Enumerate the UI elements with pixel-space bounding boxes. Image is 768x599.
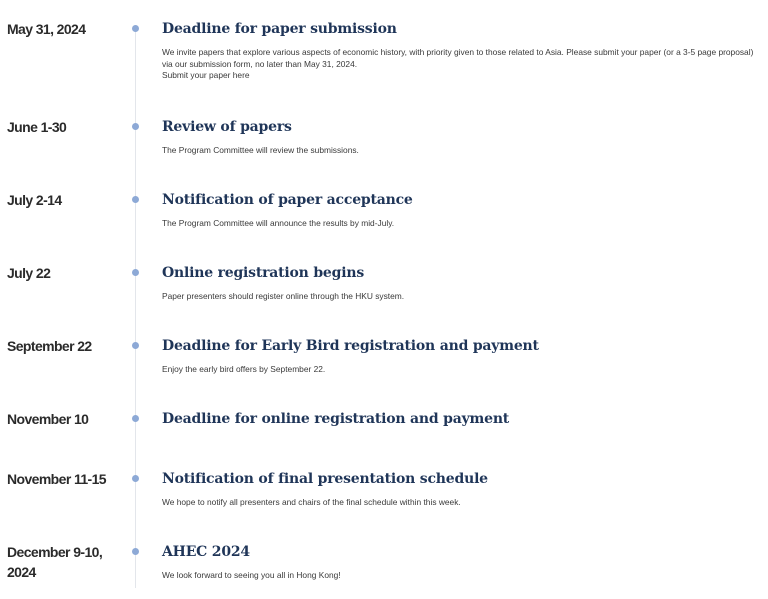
submit-paper-link[interactable]: Submit your paper here	[162, 70, 250, 80]
entry-date: July 2-14	[7, 192, 62, 208]
entry-description: Paper presenters should register online through the HKU system.	[162, 291, 405, 301]
entry-date: July 22	[7, 265, 51, 281]
entry-title: Online registration begins	[162, 265, 364, 281]
entry-title: Deadline for Early Bird registration and payment	[162, 338, 539, 354]
entry-title: Deadline for online registration and payment	[162, 411, 510, 427]
timeline-dot	[132, 123, 139, 130]
entry-description: We hope to notify all presenters and chairs of the final schedule within this week.	[162, 497, 461, 507]
entry-content	[162, 542, 762, 582]
entry-title: Deadline for paper submission	[162, 21, 397, 37]
entry-content	[162, 190, 762, 230]
timeline-dot	[132, 548, 139, 555]
timeline-dot	[132, 25, 139, 32]
entry-date: December 9-10, 2024	[7, 544, 103, 580]
timeline-dot	[132, 415, 139, 422]
entry-description: Enjoy the early bird offers by September 22.	[162, 364, 326, 374]
entry-date: September 22	[7, 338, 92, 354]
entry-content	[162, 117, 762, 157]
entry-title: Review of papers	[162, 119, 292, 135]
timeline-dot	[132, 475, 139, 482]
entry-title: AHEC 2024	[162, 544, 250, 560]
entry-description: The Program Committee will review the submissions.	[162, 145, 359, 155]
timeline-line	[135, 28, 136, 588]
entry-content	[162, 263, 762, 303]
entry-date: May 31, 2024	[7, 21, 86, 37]
timeline-dot	[132, 342, 139, 349]
entry-description	[162, 47, 762, 82]
entry-content	[162, 409, 762, 437]
entry-description: We look forward to seeing you all in Hong Kong!	[162, 570, 341, 580]
entry-date: November 11-15	[7, 471, 106, 487]
entry-title: Notification of final presentation schedule	[162, 471, 488, 487]
entry-date: June 1-30	[7, 119, 67, 135]
entry-description: The Program Committee will announce the results by mid-July.	[162, 218, 395, 228]
entry-content	[162, 19, 762, 82]
entry-title: Notification of paper acceptance	[162, 192, 413, 208]
timeline-dot	[132, 269, 139, 276]
entry-content	[162, 336, 762, 376]
timeline-dot	[132, 196, 139, 203]
entry-description-text: We invite papers that explore various aspects of economic history, with priority given to those related to Asia. Please submit your paper (or a 3-5 page proposal) via our submission form, no later than May 31, 2024.	[162, 47, 754, 69]
entry-date: November 10	[7, 411, 89, 427]
entry-content	[162, 469, 762, 509]
